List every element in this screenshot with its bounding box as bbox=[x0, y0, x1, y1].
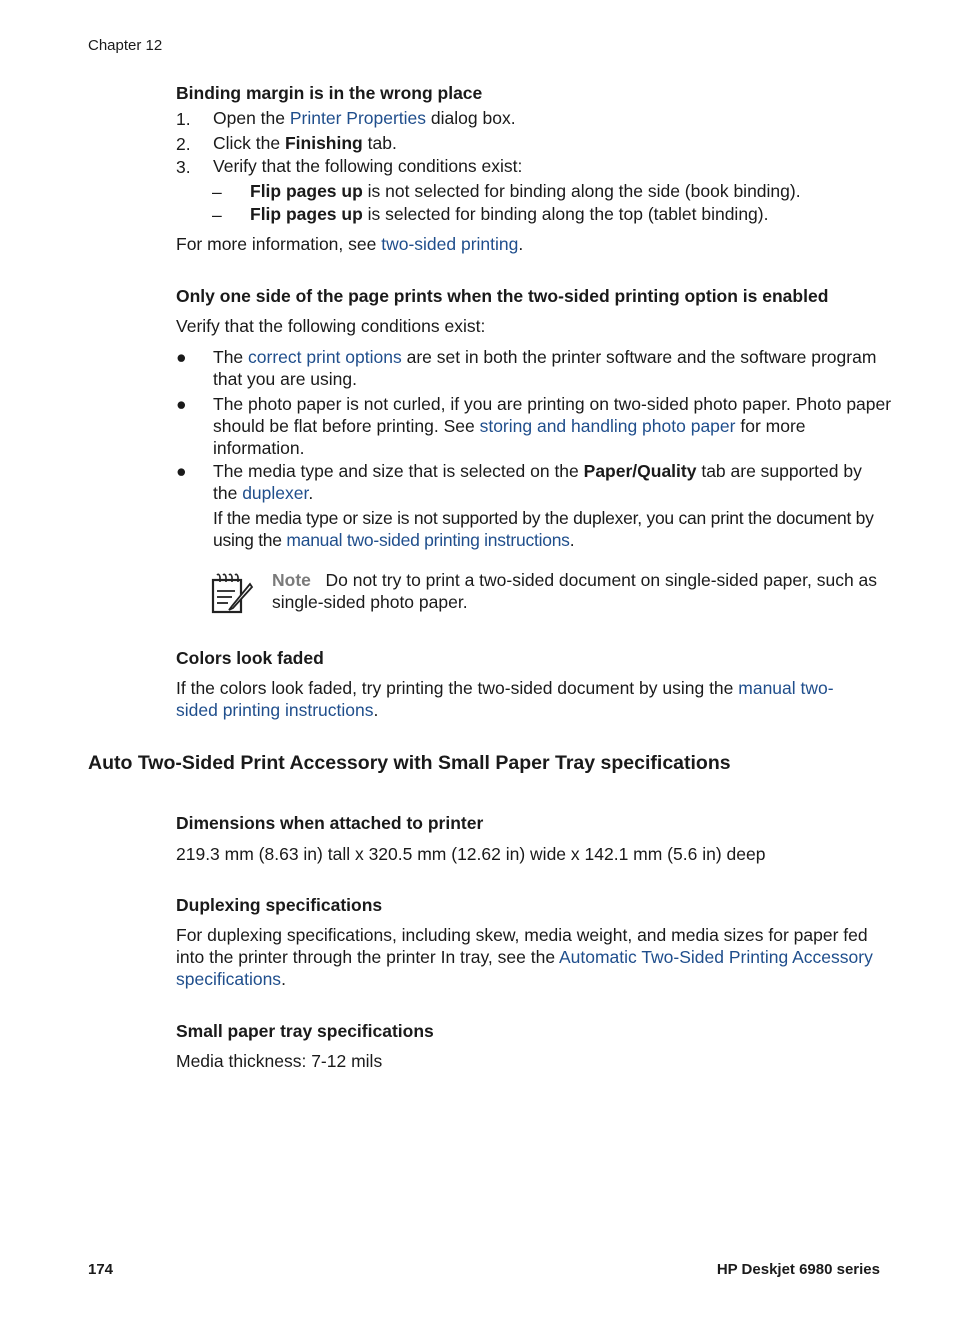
condition-1 bbox=[250, 180, 801, 202]
note-text: Do not try to print a two-sided document on single-sided paper, such as single-sided photo paper. bbox=[272, 570, 878, 612]
more-info-post: . bbox=[518, 234, 524, 254]
bullet-1-post: are set in both the printer software and the software program that you are using. bbox=[213, 347, 877, 389]
bullet-marker: ● bbox=[176, 394, 187, 414]
storing-photo-paper-link[interactable]: storing and handling photo paper bbox=[479, 416, 736, 436]
binding-heading: Binding margin is in the wrong place bbox=[176, 83, 483, 103]
more-info-line bbox=[176, 233, 523, 255]
note-icon bbox=[210, 572, 256, 616]
step-1-post: dialog box. bbox=[426, 108, 516, 128]
specs-heading: Auto Two-Sided Print Accessory with Small Paper Tray specifications bbox=[88, 752, 731, 774]
faded-line-2 bbox=[176, 699, 378, 721]
manual-two-sided-link-part2[interactable]: sided printing instructions bbox=[176, 700, 374, 720]
correct-print-options-link[interactable]: correct print options bbox=[248, 347, 402, 367]
bullet-marker: ● bbox=[176, 461, 187, 481]
manual-two-sided-link-part1[interactable]: manual two- bbox=[738, 678, 834, 698]
dimensions-heading: Dimensions when attached to printer bbox=[176, 813, 484, 833]
step-number: 2. bbox=[176, 134, 191, 154]
step-1-pre: Open the bbox=[213, 108, 290, 128]
note-block bbox=[272, 569, 887, 613]
bullet-3 bbox=[213, 460, 883, 504]
flip-pages-up-term: Flip pages up bbox=[250, 204, 363, 224]
bullet-1-pre: The bbox=[213, 347, 249, 367]
tray-heading: Small paper tray specifications bbox=[176, 1021, 434, 1041]
faded-line-1 bbox=[176, 677, 834, 699]
note-label: Note bbox=[272, 570, 311, 590]
duplexing-heading: Duplexing specifications bbox=[176, 895, 383, 915]
paper-quality-tab-name: Paper/Quality bbox=[583, 461, 697, 481]
dash-marker: – bbox=[212, 205, 222, 225]
step-2 bbox=[213, 132, 397, 154]
step-2-pre: Click the bbox=[213, 133, 285, 153]
step-number: 3. bbox=[176, 157, 191, 177]
duplexer-link[interactable]: duplexer bbox=[242, 483, 309, 503]
bullet-3-extra-pre: If the media type or size is not supported by the duplexer, you can print the document by using the bbox=[213, 508, 874, 550]
condition-2 bbox=[250, 203, 768, 225]
faded-heading: Colors look faded bbox=[176, 648, 324, 668]
step-2-post: tab. bbox=[362, 133, 397, 153]
auto-two-sided-specs-link[interactable]: Automatic Two-Sided Printing Accessory specifications bbox=[176, 947, 873, 989]
duplexing-pre: For duplexing specifications, including skew, media weight, and media sizes for paper fed into the printer through the printer In tray, see the bbox=[176, 925, 868, 967]
two-sided-printing-link[interactable]: two-sided printing bbox=[381, 234, 519, 254]
step-3: Verify that the following conditions exist: bbox=[213, 156, 523, 176]
flip-pages-up-term: Flip pages up bbox=[250, 181, 363, 201]
faded-post: . bbox=[373, 700, 379, 720]
faded-pre: If the colors look faded, try printing the two-sided document by using the bbox=[176, 678, 739, 698]
dash-marker: – bbox=[212, 182, 222, 202]
manual-two-sided-link[interactable]: manual two-sided printing instructions bbox=[286, 530, 570, 550]
finishing-tab-name: Finishing bbox=[284, 133, 363, 153]
bullet-1 bbox=[213, 346, 883, 390]
bullet-2 bbox=[213, 393, 893, 459]
bullet-3-mid: tab are supported by the bbox=[213, 461, 862, 503]
printer-properties-link[interactable]: Printer Properties bbox=[289, 108, 427, 128]
step-1 bbox=[213, 107, 516, 129]
bullet-3-extra bbox=[213, 507, 885, 551]
bullet-3-post: . bbox=[308, 483, 314, 503]
bullet-marker: ● bbox=[176, 347, 187, 367]
step-number: 1. bbox=[176, 109, 191, 129]
page-number: 174 bbox=[88, 1261, 114, 1278]
duplexing-post: . bbox=[281, 969, 286, 989]
tray-text: Media thickness: 7-12 mils bbox=[176, 1051, 383, 1071]
one-side-heading: Only one side of the page prints when the two-sided printing option is enabled bbox=[176, 286, 829, 306]
product-name: HP Deskjet 6980 series bbox=[716, 1261, 880, 1278]
condition-2-text: is selected for binding along the top (tablet binding). bbox=[362, 204, 769, 224]
bullet-3-extra-post: . bbox=[569, 530, 575, 550]
chapter-label: Chapter 12 bbox=[88, 37, 163, 54]
one-side-intro: Verify that the following conditions exist: bbox=[176, 316, 486, 336]
bullet-2-post: for more information. bbox=[213, 416, 806, 458]
more-info-pre: For more information, see bbox=[176, 234, 382, 254]
bullet-3-pre: The media type and size that is selected on the bbox=[213, 461, 584, 481]
bullet-2-pre: The photo paper is not curled, if you are printing on two-sided photo paper. Photo paper should be flat before printing. See bbox=[213, 394, 892, 436]
dimensions-text: 219.3 mm (8.63 in) tall x 320.5 mm (12.62 in) wide x 142.1 mm (5.6 in) deep bbox=[176, 844, 766, 864]
condition-1-text: is not selected for binding along the side (book binding). bbox=[362, 181, 801, 201]
duplexing-text bbox=[176, 924, 876, 990]
